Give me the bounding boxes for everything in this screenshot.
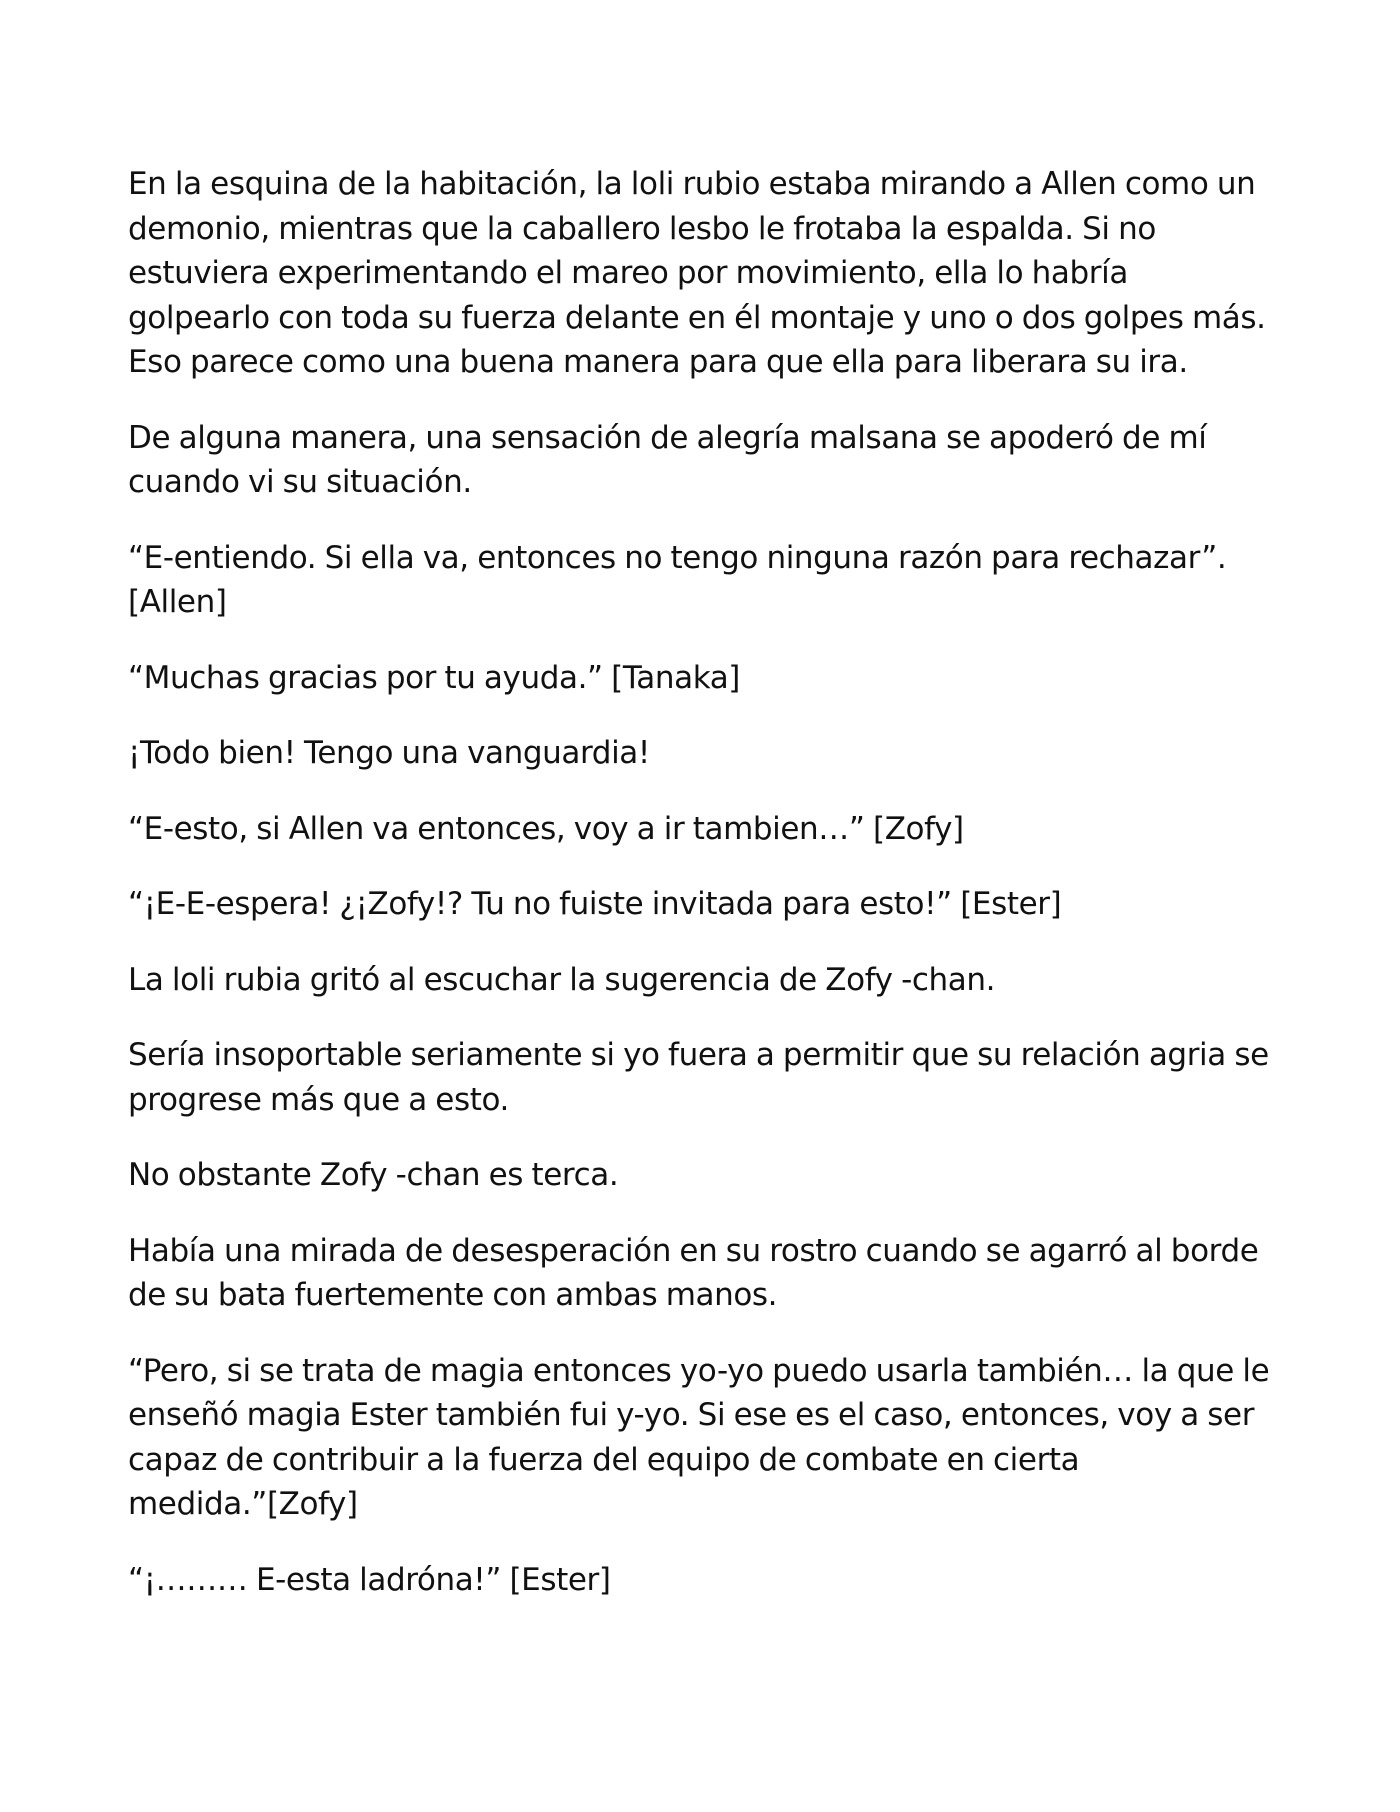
paragraph: De alguna manera, una sensación de alegría malsana se apoderó de mí cuando vi su situación.: [128, 419, 1207, 500]
paragraph: Había una mirada de desesperación en su rostro cuando se agarró al borde de su bata fuertemente con ambas manos.: [128, 1232, 1259, 1313]
document-body: [128, 162, 1278, 1633]
paragraph: “¡……… E-esta ladróna!” [Ester]: [128, 1561, 611, 1598]
paragraph: En la esquina de la habitación, la loli rubio estaba mirando a Allen como un demonio, mientras que la caballero lesbo le frotaba la espalda. Si no estuviera experimentando el mareo por movimiento, ella lo habría golpearlo con toda su fuerza delante en él montaje y uno o dos golpes más. Eso parece como una buena manera para que ella para liberara su ira.: [128, 166, 1266, 380]
paragraph: ¡Todo bien! Tengo una vanguardia!: [128, 735, 650, 771]
paragraph: La loli rubia gritó al escuchar la sugerencia de Zofy -chan.: [128, 961, 996, 998]
paragraph: No obstante Zofy -chan es terca.: [128, 1157, 619, 1193]
paragraph: “Muchas gracias por tu ayuda.” [Tanaka]: [128, 659, 740, 696]
paragraph: “E-esto, si Allen va entonces, voy a ir tambien…” [Zofy]: [128, 810, 964, 847]
paragraph: “Pero, si se trata de magia entonces yo-yo puedo usarla también… la que le enseñó magia Ester también fui y-yo. Si ese es el caso, entonces, voy a ser capaz de contribuir a la fuerza del equipo de combate en cierta medida.”[Zofy]: [128, 1352, 1270, 1522]
paragraph: “E-entiendo. Si ella va, entonces no tengo ninguna razón para rechazar”. [Allen]: [128, 539, 1227, 620]
paragraph: “¡E-E-espera! ¿¡Zofy!? Tu no fuiste invitada para esto!” [Ester]: [128, 886, 1062, 922]
paragraph: Sería insoportable seriamente si yo fuera a permitir que su relación agria se progrese más que a esto.: [128, 1037, 1269, 1118]
